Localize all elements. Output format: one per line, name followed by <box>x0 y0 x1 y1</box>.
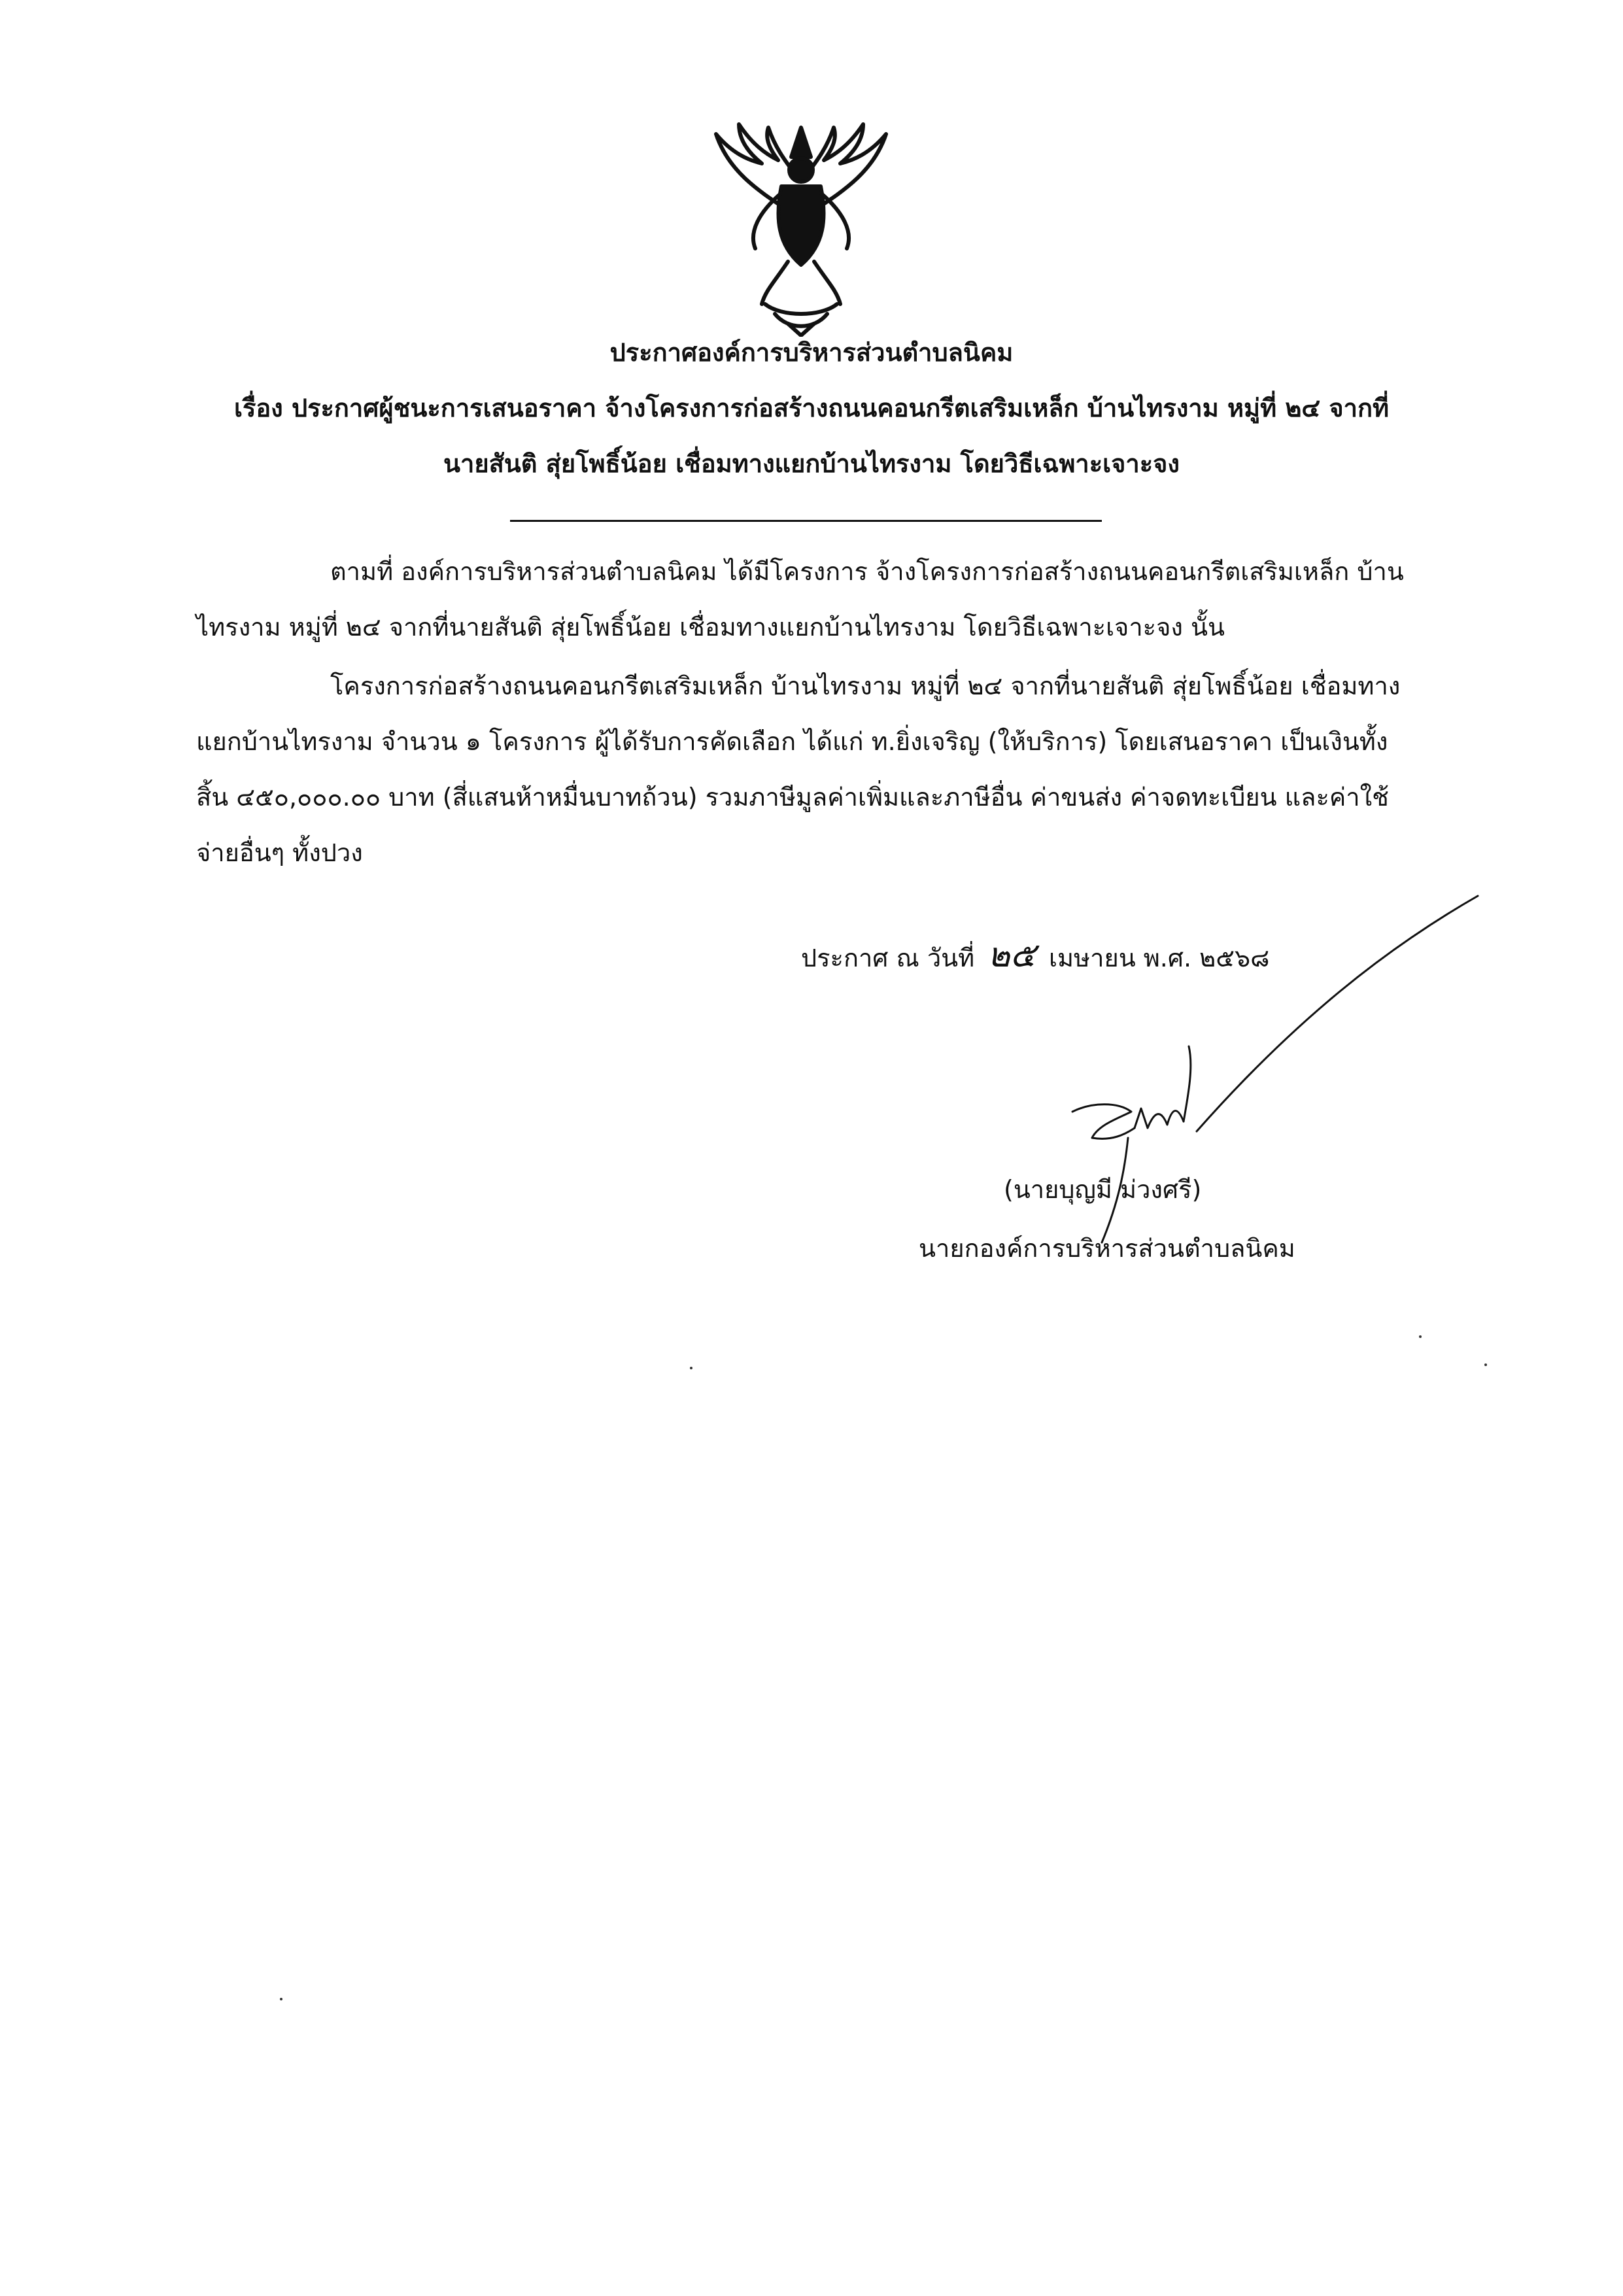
scan-speck <box>1419 1335 1422 1338</box>
date-month-year: เมษายน พ.ศ. ๒๕๖๘ <box>1049 944 1270 972</box>
announcement-title: ประกาศองค์การบริหารส่วนตำบลนิคม <box>609 338 1014 367</box>
signatory-name: (นายบุญมี ม่วงศรี) <box>1004 1175 1202 1204</box>
signature-icon <box>1020 876 1491 1295</box>
date-prefix: ประกาศ ณ วันที่ <box>801 944 975 972</box>
scan-speck <box>690 1367 692 1369</box>
scan-speck <box>1484 1363 1487 1366</box>
signatory-title: นายกองค์การบริหารส่วนตำบลนิคม <box>919 1234 1295 1263</box>
garuda-emblem-icon <box>703 114 899 337</box>
subject-line-2: นายสันติ สุ่ยโพธิ์น้อย เชื่อมทางแยกบ้านไทรงาม โดยวิธีเฉพาะเจาะจง <box>443 449 1180 478</box>
scan-speck <box>280 1998 282 2000</box>
paragraph-1-line-2: ไทรงาม หมู่ที่ ๒๔ จากที่นายสันติ สุ่ยโพธิ์น้อย เชื่อมทางแยกบ้านไทรงาม โดยวิธีเฉพาะเจาะจง นั้น <box>196 613 1225 642</box>
paragraph-2-line-2: แยกบ้านไทรงาม จำนวน ๑ โครงการ ผู้ได้รับการคัดเลือก ได้แก่ ท.ยิ่งเจริญ (ให้บริการ) โดยเสนอราคา เป็นเงินทั้ง <box>196 727 1388 756</box>
paragraph-1-line-1: ตามที่ องค์การบริหารส่วนตำบลนิคม ได้มีโครงการ จ้างโครงการก่อสร้างถนนคอนกรีตเสริมเหล็ก บ้าน <box>330 557 1404 586</box>
date-day: ๒๕ <box>987 936 1036 975</box>
paragraph-2-line-3: สิ้น ๔๕๐,๐๐๐.๐๐ บาท (สี่แสนห้าหมื่นบาทถ้วน) รวมภาษีมูลค่าเพิ่มและภาษีอื่น ค่าขนส่ง ค่าจดทะเบียน และค่าใช้ <box>196 783 1389 812</box>
paragraph-2-line-1: โครงการก่อสร้างถนนคอนกรีตเสริมเหล็ก บ้านไทรงาม หมู่ที่ ๒๔ จากที่นายสันติ สุ่ยโพธิ์น้อย เชื่อมทาง <box>330 672 1401 700</box>
paragraph-2-line-4: จ่ายอื่นๆ ทั้งปวง <box>196 838 363 867</box>
subject-line-1: เรื่อง ประกาศผู้ชนะการเสนอราคา จ้างโครงการก่อสร้างถนนคอนกรีตเสริมเหล็ก บ้านไทรงาม หมู่ที่ ๒๔ จากที่ <box>233 394 1390 422</box>
header-divider <box>510 520 1102 522</box>
